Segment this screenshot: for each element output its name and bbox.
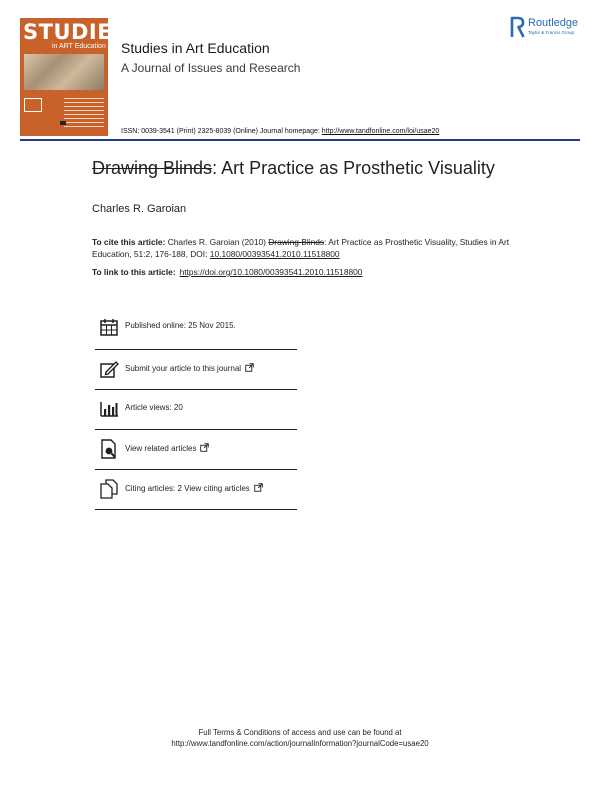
cite-struck: Drawing Blinds: [268, 237, 325, 247]
publisher-name: Routledge: [528, 17, 579, 29]
journal-cover-image: [20, 18, 128, 136]
footer: [0, 727, 600, 749]
external-link-icon: [200, 443, 209, 452]
cover-text-lines: [64, 98, 104, 130]
cite-text-after: : Art Practice as Prosthetic Visuality, Studies in Art Education, 51:2, 176-188, DOI:: [92, 237, 510, 259]
article-title: [92, 158, 495, 179]
calendar-icon: [99, 317, 119, 337]
journal-homepage-link[interactable]: http://www.tandfonline.com/loi/usae20: [321, 128, 440, 135]
citing-articles-row[interactable]: [95, 470, 297, 510]
document-search-icon: [99, 439, 119, 459]
related-articles-row[interactable]: [95, 430, 297, 470]
issn-text: ISSN: 0039-3541 (Print) 2325-8039 (Online) Journal homepage:: [121, 128, 322, 135]
journal-subtitle: A Journal of Issues and Research: [121, 61, 301, 75]
submit-article-link[interactable]: [125, 363, 254, 373]
cover-artwork: [24, 54, 104, 90]
cover-box: [24, 98, 42, 112]
journal-title: Studies in Art Education: [121, 40, 270, 56]
bar-chart-icon: [99, 399, 119, 419]
cite-label: To cite this article:: [92, 237, 166, 247]
submit-article-label: Submit your article to this journal: [125, 364, 242, 373]
doi-link[interactable]: 10.1080/00393541.2010.11518800: [209, 249, 340, 259]
cite-text-before: Charles R. Garoian (2010): [165, 237, 269, 247]
citing-articles-link[interactable]: [125, 483, 263, 493]
article-link-line: [92, 267, 362, 277]
submit-article-row[interactable]: [95, 350, 297, 390]
article-title-struck: Drawing Blinds: [92, 158, 213, 178]
article-url-link[interactable]: https://doi.org/10.1080/00393541.2010.11518800: [179, 267, 363, 277]
citation-block: [92, 236, 522, 260]
external-link-icon: [245, 363, 254, 372]
citing-documents-icon: [99, 479, 119, 499]
publisher-tagline: Taylor & Francis Group: [528, 30, 575, 35]
related-articles-link[interactable]: [125, 443, 209, 453]
article-title-rest: : Art Practice as Prosthetic Visuality: [212, 158, 495, 178]
cover-logo: [60, 121, 66, 125]
related-articles-label: View related articles: [125, 444, 197, 453]
routledge-r-icon: [510, 16, 526, 38]
cover-subtitle: in ART Education: [52, 43, 106, 50]
author-name: Charles R. Garoian: [92, 203, 187, 215]
article-info-list: [95, 308, 297, 510]
published-date: Published online: 25 Nov 2015.: [125, 321, 236, 330]
cover-title: STUDIES: [23, 20, 128, 44]
footer-terms-link[interactable]: http://www.tandfonline.com/action/journalInformation?journalCode=usae20: [171, 739, 429, 748]
views-row: [95, 390, 297, 430]
link-label: To link to this article:: [92, 267, 176, 277]
header-divider: [20, 139, 580, 141]
external-link-icon: [254, 483, 263, 492]
citing-articles-label: Citing articles: 2 View citing articles: [125, 484, 250, 493]
issn-line: [121, 128, 439, 135]
footer-terms-text: Full Terms & Conditions of access and use can be found at: [198, 728, 402, 737]
publisher-logo[interactable]: [510, 16, 590, 40]
published-row: [95, 308, 297, 350]
article-views: Article views: 20: [125, 403, 183, 412]
edit-icon: [99, 359, 119, 379]
